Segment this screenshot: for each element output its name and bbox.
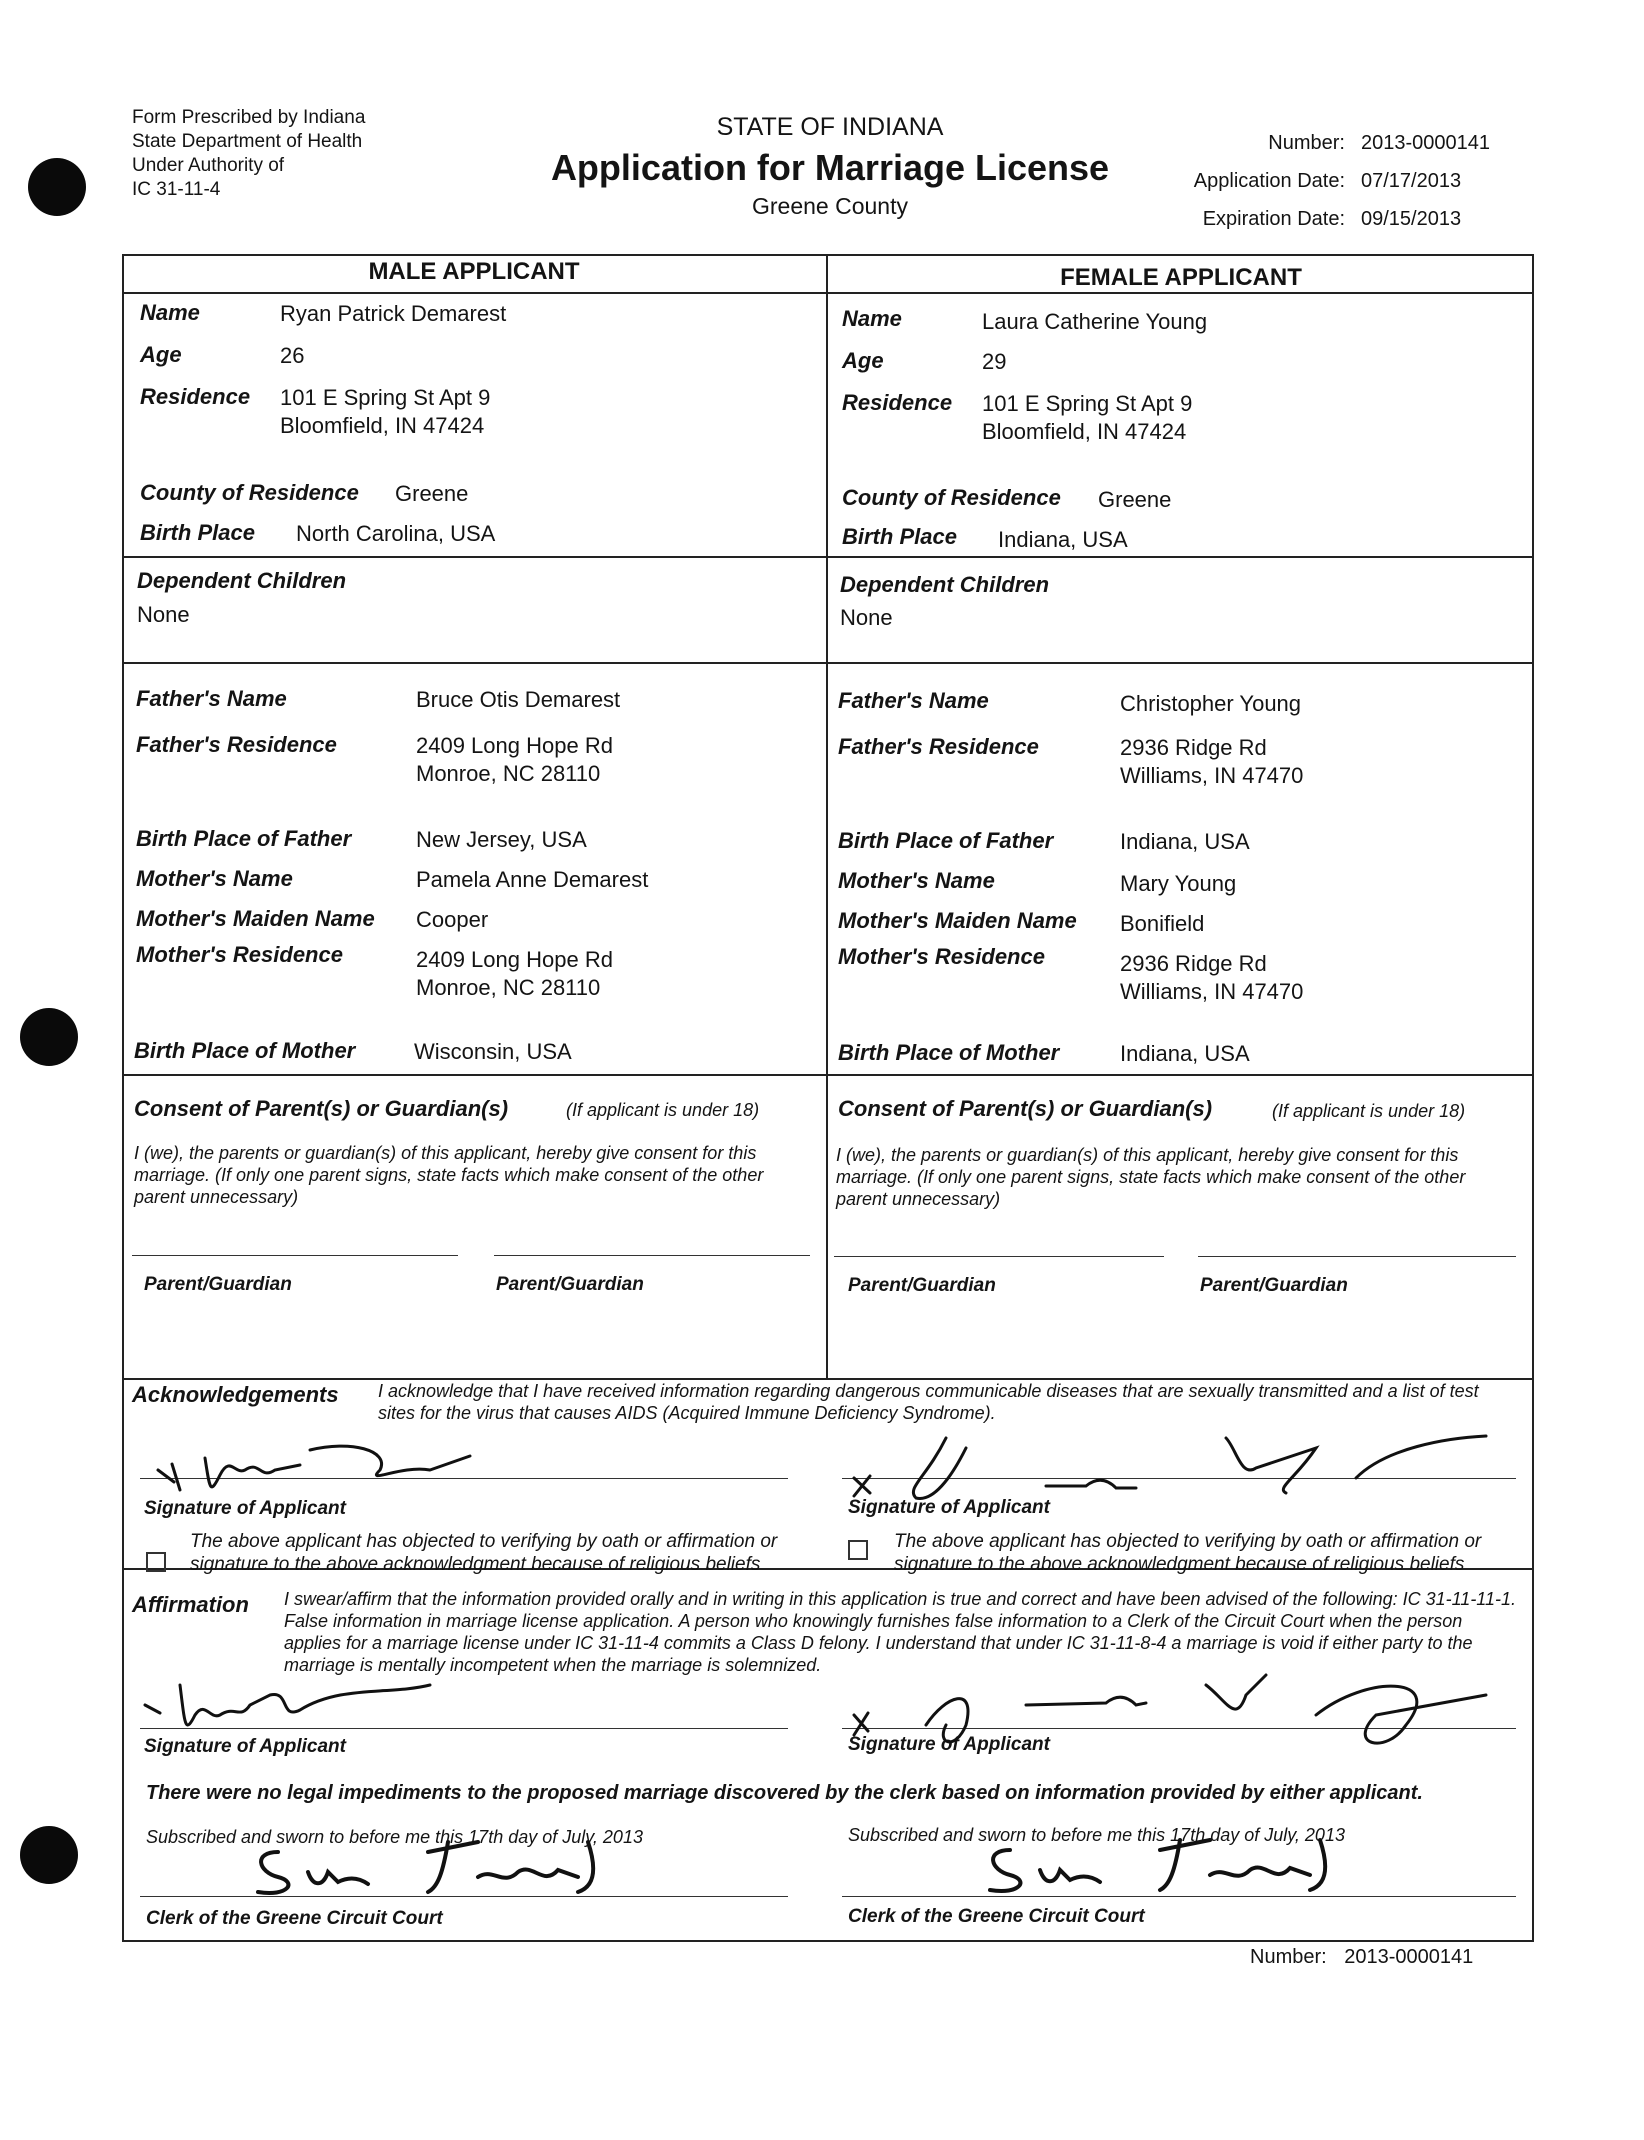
rule [122, 1074, 1534, 1076]
female-consent-title: Consent of Parent(s) or Guardian(s) [838, 1096, 1213, 1121]
female-father-name-label: Father's Name [838, 688, 989, 713]
female-mother-name: Mary Young [1120, 871, 1237, 896]
male-county-label: County of Residence [140, 480, 359, 505]
female-father-res-label: Father's Residence [838, 734, 1039, 759]
female-consent-text: I (we), the parents or guardian(s) of this applicant, hereby give consent for this marriage. (If only one parent signs, state facts which make consent of the other parent unnecessary) [836, 1145, 1466, 1209]
ack-title: Acknowledgements [132, 1382, 339, 1407]
male-consent-text: I (we), the parents or guardian(s) of this applicant, hereby give consent for this marriage. (If only one parent signs, state facts which make consent of the other parent unnecessary) [134, 1143, 764, 1207]
male-consent-title: Consent of Parent(s) or Guardian(s) [134, 1096, 509, 1121]
male-ack-sig-label: Signature of Applicant [144, 1498, 346, 1519]
male-parent-label: Parent/Guardian [144, 1274, 292, 1295]
male-affirm-sig-label: Signature of Applicant [144, 1736, 346, 1757]
female-objection-checkbox[interactable] [848, 1540, 868, 1560]
male-mother-res-label: Mother's Residence [136, 942, 343, 967]
male-objection-checkbox[interactable] [146, 1552, 166, 1572]
female-ack-sig-label: Signature of Applicant [848, 1497, 1050, 1518]
female-father-birth: Indiana, USA [1120, 829, 1250, 854]
male-name-label: Name [140, 300, 200, 325]
female-guardian-sig-line [1198, 1256, 1516, 1257]
male-mother-name: Pamela Anne Demarest [416, 867, 649, 892]
male-father-res: 2409 Long Hope Rd Monroe, NC 28110 [416, 733, 613, 786]
ack-text: I acknowledge that I have received information regarding dangerous communicable diseases that are sexually transmitted and a list of test sites for the virus that causes AIDS (Acquired Immune Deficiency Syndrome). [378, 1381, 1479, 1423]
female-name: Laura Catherine Young [982, 309, 1208, 334]
male-affirm-signature [140, 1665, 440, 1745]
female-guardian-label: Parent/Guardian [1200, 1275, 1348, 1296]
male-age: 26 [280, 343, 305, 368]
female-parent-label: Parent/Guardian [848, 1275, 996, 1296]
female-objection-text: The above applicant has objected to verifying by oath or affirmation or signature to the above acknowledgment because of religious beliefs [894, 1531, 1482, 1575]
expiration-date: 09/15/2013 [1361, 207, 1462, 230]
female-consent-note: (If applicant is under 18) [1272, 1101, 1466, 1121]
license-number: 2013-0000141 [1361, 131, 1491, 154]
male-county: Greene [395, 481, 469, 506]
male-guardian-sig-line [494, 1255, 810, 1256]
female-mother-maiden: Bonifield [1120, 911, 1205, 936]
female-parent-sig-line [834, 1256, 1164, 1257]
female-residence-label: Residence [842, 390, 953, 415]
male-mother-birth-label: Birth Place of Mother [134, 1038, 356, 1063]
male-name: Ryan Patrick Demarest [280, 301, 507, 326]
female-name-label: Name [842, 306, 902, 331]
male-mother-birth: Wisconsin, USA [414, 1039, 572, 1064]
state-name: STATE OF INDIANA [716, 113, 944, 141]
male-father-name: Bruce Otis Demarest [416, 687, 621, 712]
female-county-label: County of Residence [842, 485, 1061, 510]
female-heading: FEMALE APPLICANT [1060, 264, 1302, 291]
female-residence: 101 E Spring St Apt 9 Bloomfield, IN 47424 [982, 391, 1193, 444]
female-father-birth-label: Birth Place of Father [838, 828, 1054, 853]
license-meta: Number: 2013-0000141 Application Date: 07/17/2013 Expiration Date: 09/15/2013 [1193, 131, 1491, 230]
affirm-text: I swear/affirm that the information provided orally and in writing in this application is true and correct and have been advised of the following: IC 31-11-11-1. False information in marriage license application. A person who knowingly furnishes false information to a Clerk of the Circuit Court when the person applies for a marriage license under IC 31-11-4 commits a Class D felony. I understand that under IC 31-11-8-4 a marriage is void if either party to the marriage is mentally incompetent when the marriage is solemnized. [284, 1589, 1516, 1675]
male-ack-signature [150, 1420, 470, 1500]
binder-hole [28, 158, 86, 216]
rule [122, 662, 1534, 664]
prescribed-by: Form Prescribed by Indiana State Department of Health Under Authority of IC 31-11-4 [132, 107, 366, 200]
male-objection-text: The above applicant has objected to verifying by oath or affirmation or signature to the above acknowledgment because of religious beliefs [190, 1531, 778, 1575]
female-mother-birth-label: Birth Place of Mother [838, 1040, 1060, 1065]
female-clerk-signature [980, 1830, 1340, 1900]
male-dependents: None [137, 602, 190, 627]
female-age-label: Age [842, 348, 884, 373]
male-parent-sig-line [132, 1255, 458, 1256]
footer-number: Number: 2013-0000141 [1250, 1946, 1474, 1968]
female-ack-signature [846, 1408, 1526, 1508]
male-clerk-signature [248, 1832, 608, 1902]
male-dependents-label: Dependent Children [137, 568, 347, 593]
female-dependents: None [840, 605, 893, 630]
female-mother-name-label: Mother's Name [838, 868, 995, 893]
male-birthplace: North Carolina, USA [296, 521, 496, 546]
form-title: Application for Marriage License [550, 147, 1110, 188]
male-consent-note: (If applicant is under 18) [566, 1100, 760, 1120]
male-mother-maiden-label: Mother's Maiden Name [136, 906, 375, 931]
application-date: 07/17/2013 [1361, 169, 1462, 192]
female-county: Greene [1098, 487, 1172, 512]
male-clerk-label: Clerk of the Greene Circuit Court [146, 1908, 443, 1929]
female-clerk-label: Clerk of the Greene Circuit Court [848, 1906, 1145, 1927]
female-birthplace: Indiana, USA [998, 527, 1128, 552]
female-mother-res-label: Mother's Residence [838, 944, 1045, 969]
male-father-res-label: Father's Residence [136, 732, 337, 757]
female-dependents-label: Dependent Children [840, 572, 1050, 597]
female-father-name: Christopher Young [1120, 691, 1302, 716]
female-age: 29 [982, 349, 1007, 374]
binder-hole [20, 1826, 78, 1884]
male-father-birth: New Jersey, USA [416, 827, 587, 852]
male-guardian-label: Parent/Guardian [496, 1274, 644, 1295]
male-mother-name-label: Mother's Name [136, 866, 293, 891]
binder-hole [20, 1008, 78, 1066]
female-affirm-signature [846, 1655, 1526, 1765]
female-mother-maiden-label: Mother's Maiden Name [838, 908, 1077, 933]
column-divider [826, 254, 828, 1378]
male-age-label: Age [140, 342, 182, 367]
female-birthplace-label: Birth Place [842, 524, 957, 549]
form-title-block [470, 112, 1190, 220]
male-subscribed: Subscribed and sworn to before me this 17th day of July, 2013 [146, 1827, 643, 1847]
male-mother-maiden: Cooper [416, 907, 489, 932]
male-heading: MALE APPLICANT [368, 258, 580, 285]
male-mother-res: 2409 Long Hope Rd Monroe, NC 28110 [416, 947, 613, 1000]
male-father-name-label: Father's Name [136, 686, 287, 711]
male-birthplace-label: Birth Place [140, 520, 255, 545]
female-mother-birth: Indiana, USA [1120, 1041, 1250, 1066]
county-name: Greene County [752, 193, 908, 219]
impediments-statement: There were no legal impediments to the proposed marriage discovered by the clerk based on information provided by either applicant. [146, 1782, 1423, 1804]
rule [122, 292, 1534, 294]
male-residence: 101 E Spring St Apt 9 Bloomfield, IN 47424 [280, 385, 491, 438]
rule [122, 556, 1534, 558]
male-father-birth-label: Birth Place of Father [136, 826, 352, 851]
male-residence-label: Residence [140, 384, 251, 409]
female-mother-res: 2936 Ridge Rd Williams, IN 47470 [1120, 951, 1304, 1004]
female-subscribed: Subscribed and sworn to before me this 17th day of July, 2013 [848, 1825, 1345, 1845]
female-affirm-sig-label: Signature of Applicant [848, 1734, 1050, 1755]
female-father-res: 2936 Ridge Rd Williams, IN 47470 [1120, 735, 1304, 788]
affirm-title: Affirmation [132, 1592, 249, 1617]
